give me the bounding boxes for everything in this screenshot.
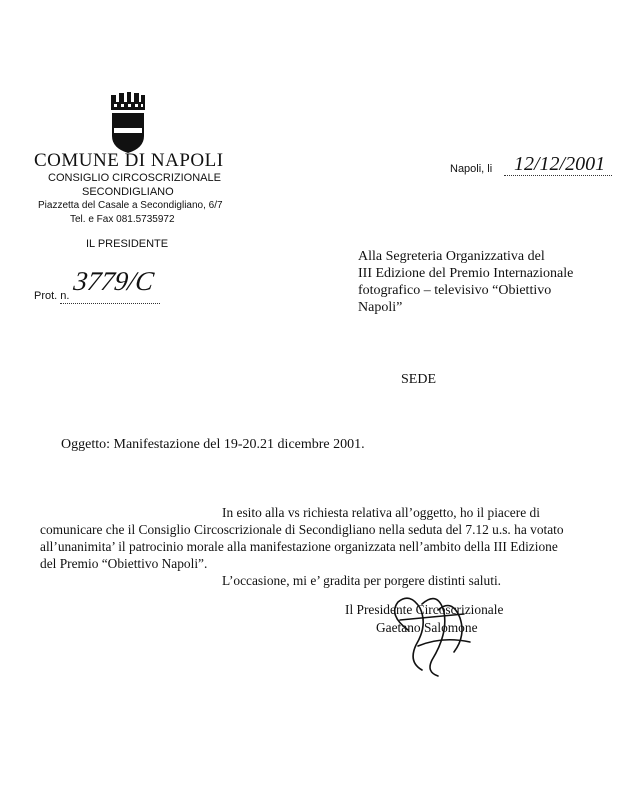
signatory-role: Il Presidente Circoscrizionale <box>345 602 504 617</box>
handwritten-signature <box>378 590 488 680</box>
president-label: IL PRESIDENTE <box>86 238 169 250</box>
closing-line: L’occasione, mi e’ gradita per porgere distinti saluti. <box>222 573 502 588</box>
body-line: all’unanimita’ il patrocinio morale alla manifestazione organizzata nell’ambito della III Edizione <box>40 539 558 554</box>
protocol-number: 3779/C <box>71 266 156 296</box>
recipient-address <box>358 248 573 316</box>
recipient-line: fotografico – televisivo “Obiettivo <box>358 283 552 298</box>
body-line: del Premio “Obiettivo Napoli”. <box>40 556 208 571</box>
council-name: CONSIGLIO CIRCOSCRIZIONALE <box>48 172 221 184</box>
organization-name: COMUNE DI NAPOLI <box>34 150 224 171</box>
council-district: SECONDIGLIANO <box>82 186 174 198</box>
recipient-line: Alla Segreteria Organizzativa del <box>358 249 545 264</box>
signatory-name: Gaetano Salomone <box>376 620 478 635</box>
telephone: Tel. e Fax 081.5735972 <box>70 214 175 225</box>
date-value: 12/12/2001 <box>514 153 606 175</box>
body-line: In esito alla vs richiesta relativa all’oggetto, ho il piacere di <box>222 505 540 520</box>
subject-line: Oggetto: Manifestazione del 19-20.21 dicembre 2001. <box>61 437 365 452</box>
address: Piazzetta del Casale a Secondigliano, 6/7 <box>38 200 223 211</box>
body-line: comunicare che il Consiglio Circoscrizionale di Secondigliano nella seduta del 7.12 u.s. ha votato <box>40 522 564 537</box>
date-label: Napoli, li <box>450 163 493 175</box>
recipient-line: Napoli” <box>358 300 403 315</box>
recipient-line: III Edizione del Premio Internazionale <box>358 266 574 281</box>
protocol-dotted-line <box>60 303 160 304</box>
sede-label: SEDE <box>401 372 436 387</box>
protocol-label: Prot. n. <box>34 290 70 302</box>
coat-of-arms-icon <box>108 92 148 154</box>
